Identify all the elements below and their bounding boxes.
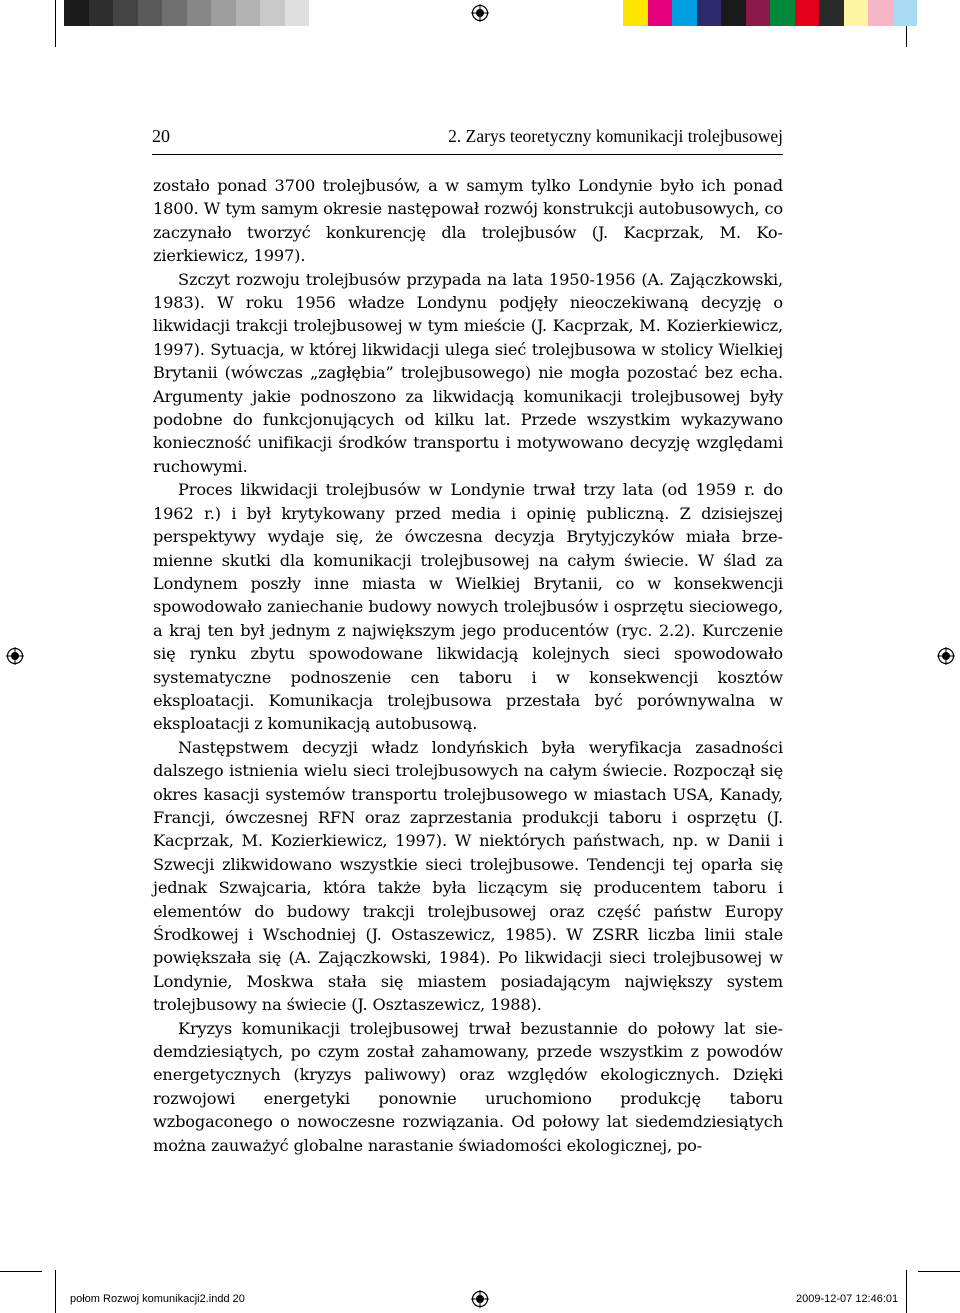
- crop-mark-bottom-left-h: [0, 1271, 42, 1272]
- color-swatch: [187, 0, 212, 26]
- crop-mark-top-left: [55, 0, 56, 47]
- color-swatch: [721, 0, 746, 26]
- chapter-title: 2. Zarys teoretyczny komunikacji trolejbusowej: [448, 126, 783, 146]
- color-swatch: [770, 0, 795, 26]
- color-swatch: [672, 0, 697, 26]
- color-swatch: [162, 0, 187, 26]
- registration-mark-icon: [937, 647, 955, 665]
- color-swatch: [893, 0, 918, 26]
- color-swatch: [623, 0, 648, 26]
- color-swatch: [260, 0, 285, 26]
- color-swatch: [211, 0, 236, 26]
- color-swatch: [795, 0, 820, 26]
- file-slug: połom Rozwoj komunikacji2.indd 20: [70, 1293, 245, 1305]
- color-swatch: [697, 0, 722, 26]
- color-swatch: [868, 0, 893, 26]
- color-swatch: [285, 0, 310, 26]
- grayscale-color-bar: [64, 0, 309, 26]
- paragraph: Proces likwidacji trolejbusów w Londynie trwał trzy lata (od 1959 r. do 1962 r.) i był krytykowany przed media i opinię publiczną. Z dzisiejszej perspektywy wydaje się, że ówczesna decyzja Brytyjczyków miała brzemienne skutki dla komunikacji trolejbusowej na całym świecie. W ślad za Londynem poszły inne miasta w Wielkiej Brytanii, co w konsekwencji spowodowało zaniechanie budowy nowych trolejbusów i osprzętu sieciowego, a kraj ten był jednym z największym jego producentów (ryc. 2.2). Kurczenie się rynku zbytu spowodowane likwidacją kolejnych sieci spowodowało systematyczne podnoszenie cen taboru i w konsekwencji kosztów eksploatacji. Komunikacja trolejbusowa przestała być porównywalna w eksploatacji z komunikacją autobusową.: [153, 480, 783, 734]
- registration-mark-icon: [471, 1290, 489, 1308]
- body-text: [153, 174, 783, 1157]
- crop-mark-bottom-left-v: [55, 1270, 56, 1313]
- color-swatch: [89, 0, 114, 26]
- registration-mark-icon: [471, 4, 489, 22]
- crop-mark-bottom-right-h: [918, 1271, 960, 1272]
- color-swatch: [64, 0, 89, 26]
- color-swatch: [819, 0, 844, 26]
- color-swatch: [113, 0, 138, 26]
- registration-mark-icon: [6, 647, 24, 665]
- paragraph: Następstwem decyzji władz londyńskich była weryfikacja zasadności dalszego istnienia wielu sieci trolejbusowych na całym świecie. Rozpoczął się okres kasacji systemów transportu trolejbusowego w miastach USA, Kanady, Francji, ówczesnej RFN oraz zaprzestania produkcji taboru i osprzętu (J. Kacprzak, M. Kozierkiewicz, 1997). W niektórych państwach, np. w Danii i Szwecji zlikwidowano wszystkie sieci trolejbusowe. Tendencji tej oparła się jednak Szwajcaria, która także była liczącym się producentem taboru i elementów do budowy trakcji trolejbusowej oraz część państw Europy Środkowej i Wschodniej (J. Ostaszewicz, 1985). W ZSRR liczba linii stale powiększała się (A. Zajączkowski, 1984). Po likwidacji sieci trolejbusowej w Londynie, Moskwa stała się miastem posiadającym największy system trolejbusowy na świecie (J. Osztaszewicz, 1988).: [153, 737, 783, 1015]
- paragraph: Szczyt rozwoju trolejbusów przypada na lata 1950-1956 (A. Zajączkowski, 1983). W roku 1956 władze Londynu podjęły nieoczekiwaną decyzję o likwidacji trakcji trolejbusowej w tym mieście (J. Kacprzak, M. Kozierkiewicz, 1997). Sytuacja, w której likwidacji ulega sieć trolejbusowa w stolicy Wielkiej Brytanii (wówczas „zagłębia” trolejbusowego) nie mogła pozostać bez echa. Argumenty jakie podnoszono za likwidacją komunikacji trolejbusowej były podobne do funkcjonujących od kilku lat. Przede wszystkim wykazywano konieczność unifikacji środków transportu i motywowano decyzję względami ruchowymi.: [153, 269, 783, 476]
- print-timestamp: 2009-12-07 12:46:01: [796, 1293, 899, 1305]
- crop-mark-bottom-right-v: [906, 1270, 907, 1313]
- color-swatch: [138, 0, 163, 26]
- color-swatch: [236, 0, 261, 26]
- color-swatch: [648, 0, 673, 26]
- running-head: [152, 126, 783, 155]
- page-number: 20: [152, 126, 170, 146]
- color-swatch: [746, 0, 771, 26]
- paragraph: Kryzys komunikacji trolejbusowej trwał bezustannie do połowy lat siedemdziesiątych, po czym został zahamowany, przede wszystkim z powodów energetycznych (kryzys paliwowy) oraz względów ekologicznych. Dzięki rozwojowi energetyki ponownie uruchomiono produkcję taboru wzbogaconego o nowoczesne rozwiązania. Od połowy lat siedemdziesiątych można zauważyć globalne narastanie świadomości ekologicznej, po-: [153, 1018, 783, 1155]
- color-swatch: [844, 0, 869, 26]
- paragraph: zostało ponad 3700 trolejbusów, a w samym tylko Londynie było ich ponad 1800. W tym samym okresie następował rozwój konstrukcji autobusowych, co zaczynało tworzyć konkurencję dla trolejbusów (J. Kacprzak, M. Kozierkiewicz, 1997).: [153, 176, 783, 266]
- process-color-bar: [623, 0, 917, 26]
